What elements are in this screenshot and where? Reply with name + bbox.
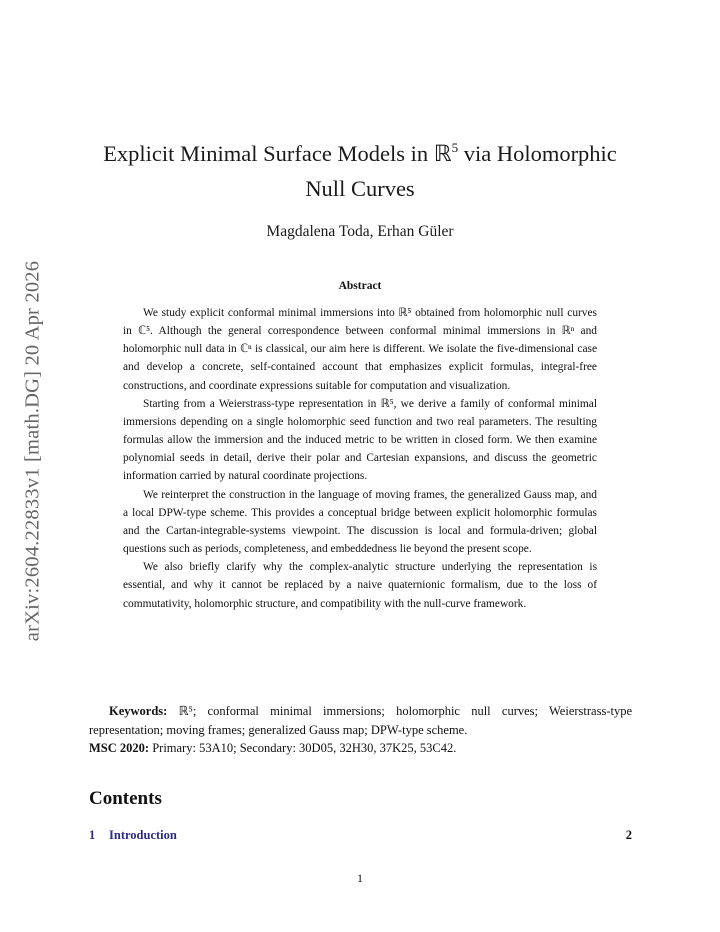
abstract-heading: Abstract: [338, 280, 382, 292]
title-superscript: 5: [451, 140, 459, 155]
keywords-text: ℝ⁵; conformal minimal immersions; holomorphic null curves; Weierstrass-type representation; moving frames; generalized Gauss map; DPW-type scheme.: [89, 704, 632, 737]
msc-label: MSC 2020:: [89, 741, 150, 756]
arxiv-identifier-stamp: [18, 244, 48, 658]
abstract-paragraph: Starting from a Weierstrass-type representation in ℝ⁵, we derive a family of conformal minimal immersions depending on a single holomorphic seed function and two real parameters. The resulting formulas allow the immersion and the induced metric to be written in closed form. We then examine polynomial seeds in detail, derive their polar and Cartesian expansions, and discuss the geometric information carried by natural coordinate projections.: [123, 397, 597, 483]
title-line1-end: via Holomorphic: [458, 141, 617, 166]
title-line2: Null Curves: [305, 176, 415, 201]
paper-title: [80, 138, 640, 205]
abstract-paragraph: We reinterpret the construction in the language of moving frames, the generalized Gauss map, and a local DPW-type scheme. This provides a conceptual bridge between explicit holomorphic formulas and the Cartan-integrable-systems viewpoint. The discussion is local and formula-driven; global questions such as periods, completeness, and embeddedness lie beyond the present scope.: [123, 488, 597, 556]
abstract-body: [123, 304, 597, 613]
title-line1: Explicit Minimal Surface Models in ℝ: [103, 141, 452, 166]
author-list: Magdalena Toda, Erhan Güler: [266, 223, 454, 240]
keywords-label: Keywords:: [109, 704, 168, 718]
toc-entry-page: 2: [625, 828, 632, 842]
abstract-paragraph: We also briefly clarify why the complex-analytic structure underlying the representation is essential, and why it cannot be replaced by a naive quaternionic formalism, due to the loss of commutativity, holomorphic structure, and compatibility with the null-curve framework.: [123, 561, 597, 610]
abstract-paragraph: We study explicit conformal minimal immersions into ℝ⁵ obtained from holomorphic null curves in ℂ⁵. Although the general correspondence between conformal minimal immersions in ℝⁿ and holomorphic null data in ℂⁿ is classical, our aim here is different. We isolate the five-dimensional case and develop a concrete, self-contained account that emphasizes explicit formulas, integral-free constructions, and coordinate expressions suitable for computation and visualization.: [123, 307, 597, 392]
toc-entry-link[interactable]: Introduction: [109, 828, 177, 842]
page-number: 1: [357, 871, 363, 885]
toc-entry-introduction[interactable]: [89, 828, 632, 846]
contents-heading: Contents: [89, 788, 162, 809]
toc-entry-number: 1: [89, 828, 96, 842]
arxiv-identifier-text: arXiv:2604.22833v1 [math.DG] 20 Apr 2026: [21, 260, 44, 642]
keywords-line: [89, 702, 632, 739]
msc-line: [89, 739, 632, 758]
msc-text: Primary: 53A10; Secondary: 30D05, 32H30, 37K25, 53C42.: [149, 741, 457, 756]
keywords-block: [89, 702, 632, 758]
